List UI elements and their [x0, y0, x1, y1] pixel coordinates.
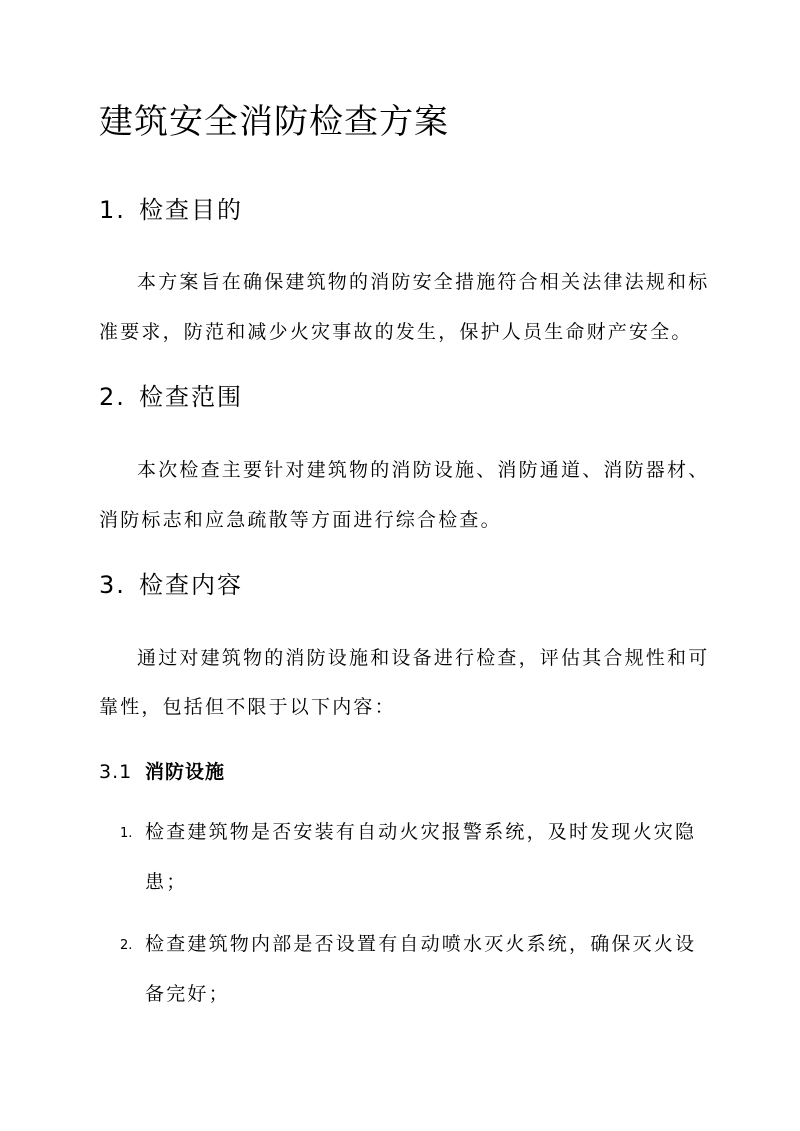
paragraph-line: 消防标志和应急疏散等方面进行综合检查。	[99, 509, 502, 531]
subsection-title: 消防设施	[145, 761, 226, 783]
paragraph-line: 本次检查主要针对建筑物的消防设施、消防通道、消防器材、	[137, 459, 710, 481]
subsection-heading	[99, 758, 225, 786]
document-title: 建筑安全消防检查方案	[99, 102, 449, 142]
list-item-line: 备完好；	[145, 983, 230, 1005]
list-item-line: 患；	[145, 871, 188, 893]
section-title: 检查内容	[139, 571, 243, 599]
section-number: 3.	[99, 571, 126, 599]
section-heading	[99, 380, 243, 414]
list-item-line: 检查建筑物内部是否设置有自动喷水灭火系统，确保灭火设	[145, 933, 697, 955]
paragraph-line: 靠性，包括但不限于以下内容：	[99, 696, 396, 718]
section-title: 检查范围	[139, 383, 243, 411]
section-heading	[99, 568, 243, 602]
paragraph-line: 本方案旨在确保建筑物的消防安全措施符合相关法律法规和标	[137, 271, 710, 293]
list-marker: 1.	[120, 826, 133, 841]
section-title: 检查目的	[139, 196, 243, 224]
paragraph-line: 准要求，防范和减少火灾事故的发生，保护人员生命财产安全。	[99, 321, 693, 343]
list-marker: 2.	[120, 938, 133, 953]
subsection-number: 3.1	[99, 761, 133, 783]
section-heading	[99, 193, 243, 227]
section-number: 2.	[99, 383, 126, 411]
list-item-line: 检查建筑物是否安装有自动火灾报警系统，及时发现火灾隐	[145, 821, 697, 843]
section-number: 1.	[99, 196, 126, 224]
paragraph-line: 通过对建筑物的消防设施和设备进行检查，评估其合规性和可	[137, 647, 710, 669]
